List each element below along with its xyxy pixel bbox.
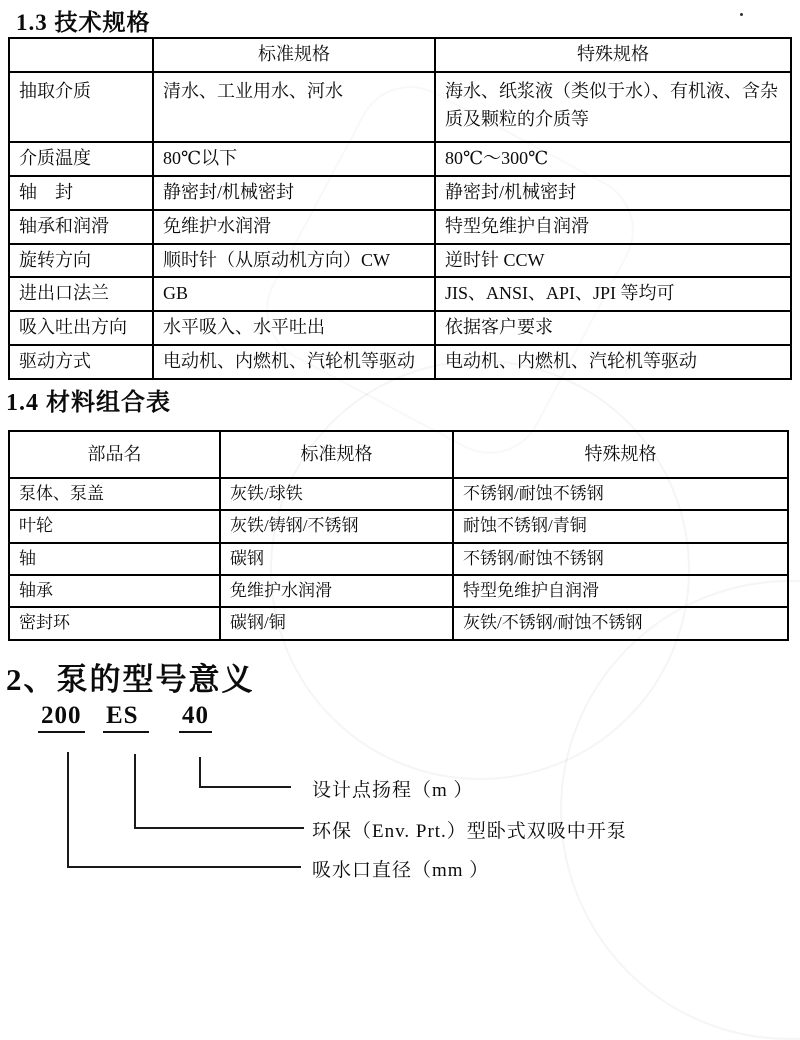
table-row [9, 607, 788, 639]
row-label: 介质温度 [9, 142, 153, 176]
special-value: 不锈钢/耐蚀不锈钢 [453, 478, 788, 510]
row-label: 轴承和润滑 [9, 210, 153, 244]
table-row [9, 575, 788, 607]
table-row [9, 142, 791, 176]
diagram-connector-line [199, 786, 291, 788]
row-label: 轴 [9, 543, 220, 575]
diagram-connector-line [199, 757, 201, 788]
special-value: 灰铁/不锈钢/耐蚀不锈钢 [453, 607, 788, 639]
standard-value: 水平吸入、水平吐出 [153, 311, 435, 345]
special-value: 逆时针 CCW [435, 244, 791, 278]
standard-value: 碳钢/铜 [220, 607, 453, 639]
diagram-connector-line [67, 752, 69, 868]
section-heading-technical-spec: 1.3 技术规格 [16, 10, 151, 35]
row-label: 抽取介质 [9, 72, 153, 142]
table-row [9, 72, 791, 142]
standard-value: 清水、工业用水、河水 [153, 72, 435, 142]
standard-value: 80℃以下 [153, 142, 435, 176]
special-value: 电动机、内燃机、汽轮机等驱动 [435, 345, 791, 379]
table-row [9, 510, 788, 542]
table-row [9, 345, 791, 379]
table-row [9, 478, 788, 510]
row-label: 叶轮 [9, 510, 220, 542]
header-standard-spec: 标准规格 [220, 431, 453, 478]
row-label: 驱动方式 [9, 345, 153, 379]
row-label: 密封环 [9, 607, 220, 639]
standard-value: 电动机、内燃机、汽轮机等驱动 [153, 345, 435, 379]
special-value: 特型免维护自润滑 [453, 575, 788, 607]
header-special-spec: 特殊规格 [435, 38, 791, 72]
table-row [9, 277, 791, 311]
scan-artifact-dot [740, 13, 743, 16]
row-label: 轴承 [9, 575, 220, 607]
row-label: 进出口法兰 [9, 277, 153, 311]
special-value: 耐蚀不锈钢/青铜 [453, 510, 788, 542]
standard-value: GB [153, 277, 435, 311]
header-part-name: 部品名 [9, 431, 220, 478]
header-standard-spec: 标准规格 [153, 38, 435, 72]
header-special-spec: 特殊规格 [453, 431, 788, 478]
special-value: 不锈钢/耐蚀不锈钢 [453, 543, 788, 575]
special-value: JIS、ANSI、API、JPI 等均可 [435, 277, 791, 311]
special-value: 静密封/机械密封 [435, 176, 791, 210]
row-label: 泵体、泵盖 [9, 478, 220, 510]
table-row [9, 176, 791, 210]
special-value: 海水、纸浆液（类似于水）、有机液、含杂质及颗粒的介质等 [435, 72, 791, 142]
legend-pump-type: 环保（Env. Prt.）型卧式双吸中开泵 [312, 821, 627, 842]
section-heading-model-meaning: 2、泵的型号意义 [6, 662, 255, 697]
row-label: 轴 封 [9, 176, 153, 210]
table-header-row [9, 431, 788, 478]
row-label: 吸入吐出方向 [9, 311, 153, 345]
special-value: 依据客户要求 [435, 311, 791, 345]
row-label: 旋转方向 [9, 244, 153, 278]
standard-value: 静密封/机械密封 [153, 176, 435, 210]
standard-value: 碳钢 [220, 543, 453, 575]
standard-value: 顺时针（从原动机方向）CW [153, 244, 435, 278]
table-row [9, 244, 791, 278]
technical-spec-table [8, 37, 792, 380]
legend-suction-diameter: 吸水口直径（mm ） [312, 860, 490, 881]
special-value: 特型免维护自润滑 [435, 210, 791, 244]
header-blank-cell [9, 38, 153, 72]
table-row [9, 311, 791, 345]
model-code-design-head: 40 [179, 702, 212, 733]
diagram-connector-line [67, 866, 301, 868]
special-value: 80℃～300℃ [435, 142, 791, 176]
table-row [9, 210, 791, 244]
standard-value: 免维护水润滑 [220, 575, 453, 607]
diagram-connector-line [134, 827, 304, 829]
standard-value: 免维护水润滑 [153, 210, 435, 244]
table-row [9, 543, 788, 575]
diagram-connector-line [134, 754, 136, 829]
model-code-suction-diameter: 200 [38, 702, 85, 733]
standard-value: 灰铁/铸钢/不锈钢 [220, 510, 453, 542]
table-header-row [9, 38, 791, 72]
model-code-type: ES [103, 702, 149, 733]
material-combination-table [8, 430, 789, 641]
standard-value: 灰铁/球铁 [220, 478, 453, 510]
legend-design-head: 设计点扬程（m ） [312, 780, 474, 801]
section-heading-material-table: 1.4 材料组合表 [6, 390, 171, 416]
